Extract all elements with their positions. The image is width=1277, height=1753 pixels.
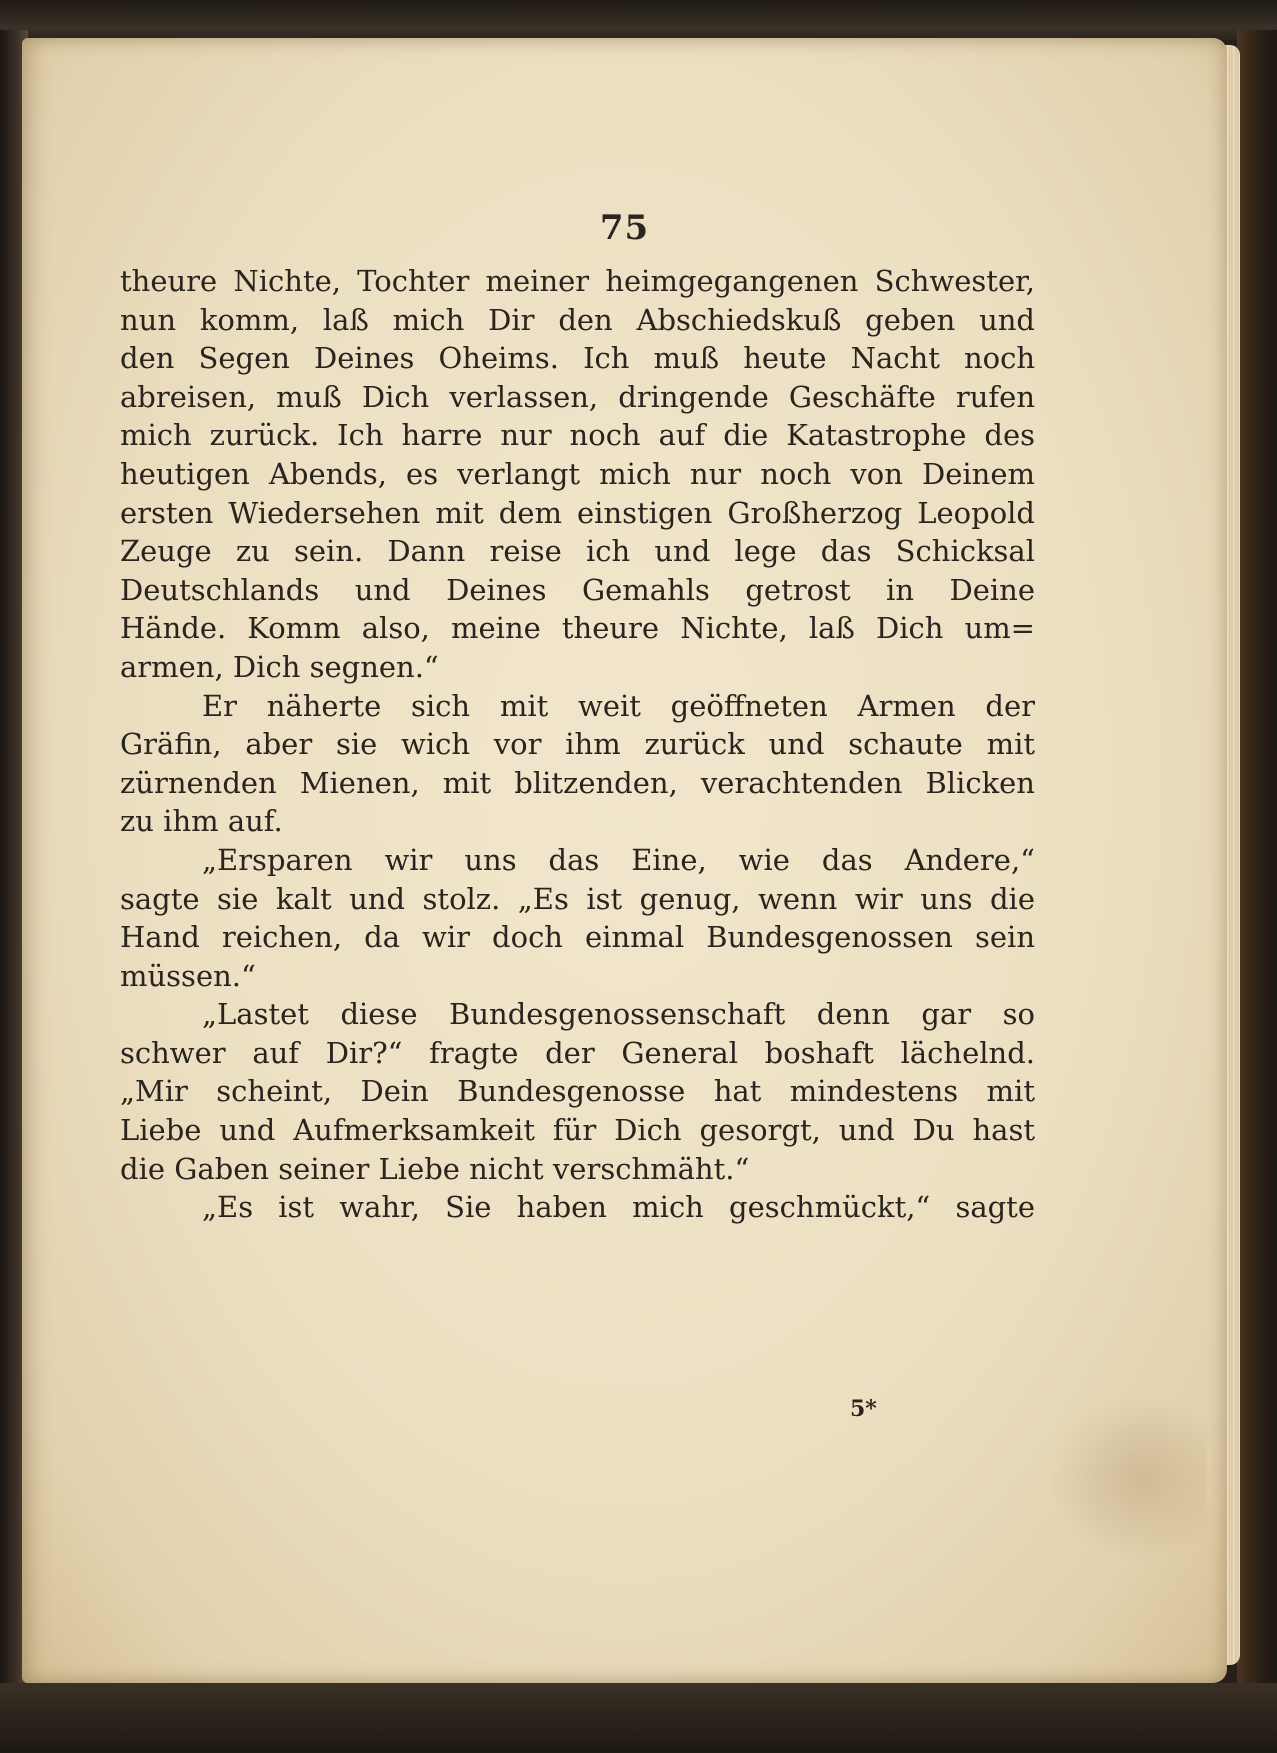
text-line: Liebe und Aufmerksamkeit für Dich gesorgt, und Du hast <box>120 1113 1035 1148</box>
text-line: schwer auf Dir?“ fragte der General boshaft lächelnd. <box>120 1035 1035 1070</box>
text-line: Hände. Komm also, meine theure Nichte, laß Dich um= <box>120 611 1035 646</box>
text-line: mich zurück. Ich harre nur noch auf die Katastrophe des <box>120 418 1035 453</box>
body-text <box>120 262 1035 1227</box>
book-cover-bottom <box>0 1683 1277 1753</box>
text-line: heutigen Abends, es verlangt mich nur noch von Deinem <box>120 456 1035 491</box>
text-line: „Es ist wahr, Sie haben mich geschmückt,“ sagte <box>202 1190 1035 1225</box>
text-line: Deutschlands und Deines Gemahls getrost in Deine <box>120 572 1035 607</box>
text-line: Er näherte sich mit weit geöffneten Armen der <box>202 688 1035 723</box>
text-line: den Segen Deines Oheims. Ich muß heute Nacht noch <box>120 341 1035 376</box>
text-line: Hand reichen, da wir doch einmal Bundesgenossen sein <box>120 920 1035 955</box>
text-line: „Lastet diese Bundesgenossenschaft denn gar so <box>202 997 1035 1032</box>
text-line: „Ersparen wir uns das Eine, wie das Andere,“ <box>202 842 1035 877</box>
text-line: zürnenden Mienen, mit blitzenden, verachtenden Blicken <box>120 765 1035 800</box>
book-cover-right <box>1237 30 1277 1753</box>
paper-stain <box>1047 1393 1207 1563</box>
text-line: armen, Dich segnen.“ <box>120 649 439 684</box>
text-line: die Gaben seiner Liebe nicht verschmäht.“ <box>120 1151 750 1186</box>
text-line: abreisen, muß Dich verlassen, dringende Geschäfte rufen <box>120 379 1035 414</box>
text-line: zu ihm auf. <box>120 804 283 839</box>
text-line: müssen.“ <box>120 958 256 993</box>
text-line: „Mir scheint, Dein Bundesgenosse hat mindestens mit <box>120 1074 1035 1109</box>
text-line: nun komm, laß mich Dir den Abschiedskuß geben und <box>120 302 1035 337</box>
text-line: ersten Wiedersehen mit dem einstigen Großherzog Leopold <box>120 495 1035 530</box>
text-line: Gräfin, aber sie wich vor ihm zurück und schaute mit <box>120 727 1035 762</box>
text-line: sagte sie kalt und stolz. „Es ist genug, wenn wir uns die <box>120 881 1035 916</box>
book-cover-top <box>0 0 1277 40</box>
signature-mark: 5* <box>850 1396 877 1422</box>
text-line: Zeuge zu sein. Dann reise ich und lege das Schicksal <box>120 534 1035 569</box>
text-line: theure Nichte, Tochter meiner heimgegangenen Schwester, <box>120 264 1035 298</box>
page-number: 75 <box>599 208 650 248</box>
